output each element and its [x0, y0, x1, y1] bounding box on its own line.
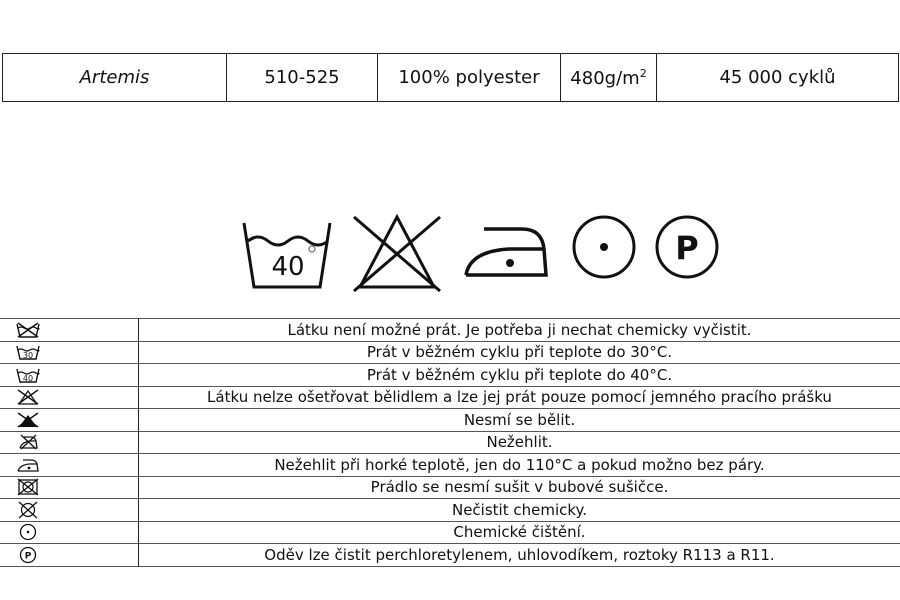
- dry-clean-p-icon: [16, 546, 40, 564]
- legend-row: [0, 319, 900, 342]
- legend-row: [0, 544, 900, 567]
- legend-row: [0, 431, 900, 454]
- no-chlorine-bleach-icon: [16, 389, 40, 405]
- wash-30-text: 30: [22, 351, 34, 361]
- no-iron-icon: [16, 434, 40, 450]
- p-letter: P: [24, 551, 32, 562]
- no-tumble-dry-icon: [16, 478, 40, 496]
- legend-text: Látku nelze ošetřovat bělidlem a lze jej prát pouze pomocí jemného pracího prášku: [207, 388, 832, 407]
- legend-text: Nežehlit.: [486, 433, 553, 452]
- wash-temperature-text: 40: [271, 252, 305, 282]
- care-symbols-row: [240, 205, 730, 295]
- no-dry-clean-icon: [16, 501, 40, 519]
- dry-clean-circle-dot-icon: [16, 523, 40, 541]
- legend-row: [0, 341, 900, 364]
- product-abrasion: 45 000 cyklů: [657, 54, 899, 102]
- legend-text: Oděv lze čistit perchloretylenem, uhlovodíkem, roztoky R113 a R11.: [264, 545, 775, 564]
- weight-base: 480g/m: [570, 67, 640, 89]
- product-composition: 100% polyester: [378, 54, 561, 102]
- iron-one-dot-icon: [16, 457, 40, 473]
- wash-40-text: 40: [22, 373, 34, 383]
- iron-one-dot-icon: [462, 223, 550, 279]
- product-code: 510-525: [227, 54, 378, 102]
- no-wash-icon: [16, 322, 40, 338]
- legend-row: [0, 476, 900, 499]
- legend-row: [0, 386, 900, 409]
- dry-clean-p-icon: [653, 213, 721, 281]
- weight-exponent: 2: [639, 66, 647, 80]
- p-letter: P: [675, 229, 699, 267]
- legend-row: [0, 521, 900, 544]
- legend-text: Nečistit chemicky.: [451, 500, 588, 519]
- legend-text: Prádlo se nesmí sušit v bubové sušičce.: [370, 478, 669, 497]
- no-bleach-icon: [350, 211, 445, 293]
- legend-text: Prát v běžném cyklu při teplote do 30°C.: [366, 343, 673, 362]
- legend-row: [0, 409, 900, 432]
- legend-text: Chemické čištění.: [453, 523, 586, 542]
- no-bleach-filled-icon: [16, 412, 40, 428]
- product-name: Artemis: [3, 54, 227, 102]
- product-spec-row: [3, 54, 899, 102]
- legend-row: [0, 364, 900, 387]
- legend-row: [0, 454, 900, 477]
- legend-text: Nesmí se bělit.: [463, 410, 576, 429]
- wash-40-icon: [240, 213, 335, 293]
- wash-30-icon: [16, 344, 40, 360]
- product-weight: [561, 54, 657, 102]
- wash-40-icon: [16, 367, 40, 383]
- legend-text: Nežehlit při horké teplotě, jen do 110°C a pokud možno bez páry.: [274, 455, 765, 474]
- legend-text: Látku není možné prát. Je potřeba ji nechat chemicky vyčistit.: [287, 320, 752, 339]
- product-spec-table: [2, 53, 899, 102]
- legend-row: [0, 499, 900, 522]
- care-legend-table: [0, 318, 900, 567]
- dry-clean-circle-dot-icon: [570, 213, 638, 281]
- legend-text: Prát v běžném cyklu při teplote do 40°C.: [366, 365, 673, 384]
